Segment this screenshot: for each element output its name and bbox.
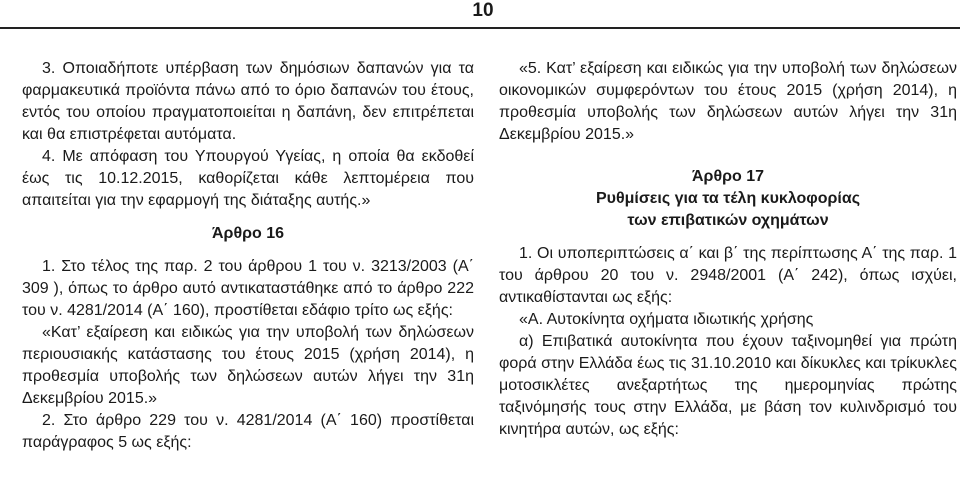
article-17-section-a: «Α. Αυτοκίνητα οχήματα ιδιωτικής χρήσης: [519, 311, 814, 328]
header-rule: [0, 27, 960, 29]
article-16-paragraph-2: 2. Στο άρθρο 229 του ν. 4281/2014 (Α΄ 160) προστίθεται παράγραφος 5 ως εξής:: [22, 412, 474, 451]
paragraph-4: 4. Με απόφαση του Υπουργού Υγείας, η οποία θα εκδοθεί έως τις 10.12.2015, καθορίζεται κάθε λεπτομέρεια που απαιτείται για την εφαρμογή της διάταξης αυτής.»: [22, 148, 474, 209]
paragraph-3: 3. Οποιαδήποτε υπέρβαση των δημόσιων δαπανών για τα φαρμακευτικά προϊόντα πάνω από το όριο δαπανών του έτους, εντός του οποίου πραγματοποιείται η δαπάνη, δεν επιτρέπεται και θα επιστρέφεται αυτόματα.: [22, 60, 474, 143]
page-number: 10: [472, 0, 494, 21]
article-17-heading: Άρθρο 17: [691, 168, 764, 185]
left-column: [22, 58, 474, 454]
article-17-paragraph-1: 1. Οι υποπεριπτώσεις α΄ και β΄ της περίπτωσης Α΄ της παρ. 1 του άρθρου 20 του ν. 2948/2001 (Α΄ 242), όπως ισχύει, αντικαθίστανται ως εξής:: [499, 245, 957, 306]
article-16-paragraph-1: 1. Στο τέλος της παρ. 2 του άρθρου 1 του ν. 3213/2003 (Α΄ 309 ), όπως το άρθρο αυτό αντικαταστάθηκε από το άρθρο 222 του ν. 4281/2014 (Α΄ 160), προστίθεται εδάφιο τρίτο ως εξής:: [22, 258, 474, 319]
article-17-subtitle-line-2: των επιβατικών οχημάτων: [627, 212, 829, 229]
article-17-subsection-a: α) Επιβατικά αυτοκίνητα που έχουν ταξινομηθεί για πρώτη φορά στην Ελλάδα έως τις 31.10.2010 και δίκυκλες και τρίκυκλες μοτοσικλέτες ανεξαρτήτως της ημερομηνίας πρώτης ταξινόμησής τους στην Ελλάδα, με βάση τον κυλινδρισμό του κινητήρα αυτών, ως εξής:: [499, 333, 957, 438]
article-17-subtitle-line-1: Ρυθμίσεις για τα τέλη κυκλοφορίας: [595, 190, 861, 207]
right-column: [499, 58, 957, 441]
paragraph-5-quote: «5. Κατ’ εξαίρεση και ειδικώς για την υποβολή των δηλώσεων οικονομικών συμφερόντων του έτους 2015 (χρήση 2014), η προθεσμία υποβολής των δηλώσεων αυτών λήγει την 31η Δεκεμβρίου 2015.»: [499, 60, 957, 143]
article-16-heading: Άρθρο 16: [211, 225, 284, 242]
article-16-quote: «Κατ’ εξαίρεση και ειδικώς για την υποβολή των δηλώσεων περιουσιακής κατάστασης του έτους 2015 (χρήση 2014), η προθεσμία υποβολής των δηλώσεων αυτών λήγει την 31η Δεκεμβρίου 2015.»: [22, 324, 474, 407]
